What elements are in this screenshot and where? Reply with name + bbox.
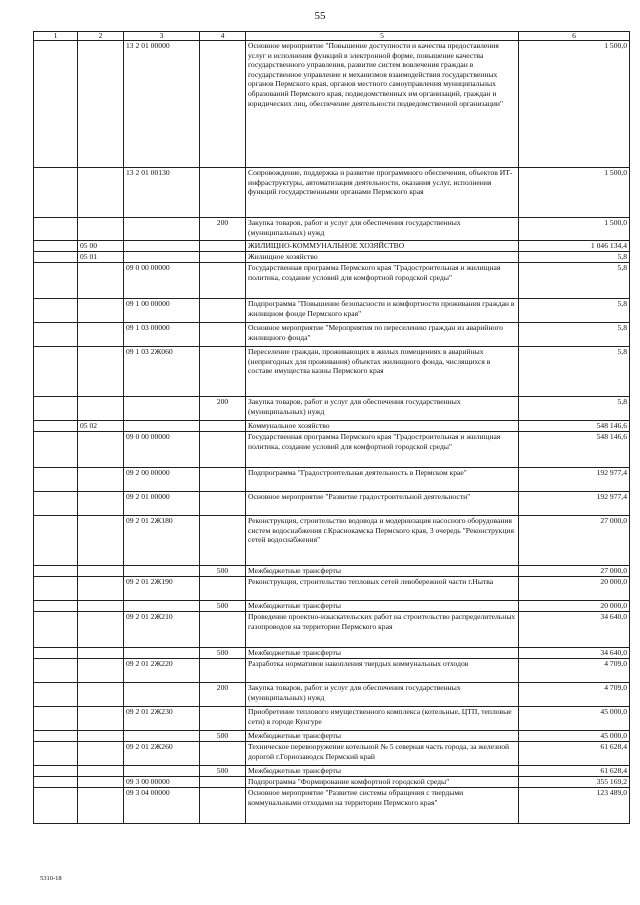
table-row	[34, 707, 630, 731]
column-header: 2	[78, 32, 124, 41]
cell-col1	[34, 683, 78, 707]
cell-target-code: 13 2 01 00000	[124, 41, 200, 168]
cell-expense-type	[200, 516, 246, 566]
cell-amount: 123 489,0	[519, 788, 630, 824]
cell-col1	[34, 397, 78, 421]
cell-amount: 4 709,0	[519, 683, 630, 707]
cell-col1	[34, 468, 78, 492]
cell-target-code: 09 1 00 00000	[124, 299, 200, 323]
cell-col1	[34, 241, 78, 252]
cell-col1	[34, 766, 78, 777]
cell-expense-type: 200	[200, 397, 246, 421]
cell-amount: 192 977,4	[519, 468, 630, 492]
cell-section-code	[78, 648, 124, 659]
cell-description: Подпрограмма "Повышение безопасности и комфортности проживания граждан в жилищном фонде Пермского края"	[246, 299, 519, 323]
cell-target-code: 09 2 00 00000	[124, 468, 200, 492]
cell-expense-type	[200, 577, 246, 601]
cell-expense-type	[200, 421, 246, 432]
cell-expense-type: 200	[200, 218, 246, 241]
cell-col1	[34, 299, 78, 323]
cell-description: Сопровождение, поддержка и развитие программного обеспечения, объектов ИТ-инфраструктуры, автоматизация деятельности, оказания услуг, исполнения функций государственными органами Пермского края	[246, 168, 519, 218]
table-row	[34, 41, 630, 168]
cell-amount: 27 000,0	[519, 516, 630, 566]
cell-target-code	[124, 601, 200, 612]
table-row	[34, 241, 630, 252]
cell-section-code	[78, 601, 124, 612]
cell-description: Межбюджетные трансферты	[246, 566, 519, 577]
table-row	[34, 432, 630, 468]
cell-description: Закупка товаров, работ и услуг для обеспечения государственных (муниципальных) нужд	[246, 683, 519, 707]
cell-col1	[34, 742, 78, 766]
cell-section-code	[78, 659, 124, 683]
cell-amount: 1 500,0	[519, 41, 630, 168]
cell-section-code	[78, 299, 124, 323]
cell-target-code: 09 3 00 00000	[124, 777, 200, 788]
cell-expense-type: 500	[200, 566, 246, 577]
cell-amount: 5,8	[519, 347, 630, 397]
cell-col1	[34, 323, 78, 347]
cell-col1	[34, 612, 78, 648]
cell-description: Техническое перевооружение котельной № 5 северная часть города, за железной дорогой г.Горнозаводск Пермский край	[246, 742, 519, 766]
table-row	[34, 421, 630, 432]
cell-description: ЖИЛИЩНО-КОММУНАЛЬНОЕ ХОЗЯЙСТВО	[246, 241, 519, 252]
cell-amount: 34 640,0	[519, 612, 630, 648]
table-row	[34, 659, 630, 683]
table-row	[34, 766, 630, 777]
cell-target-code	[124, 566, 200, 577]
cell-amount: 5,8	[519, 263, 630, 299]
table-header-row	[34, 32, 630, 41]
cell-expense-type	[200, 742, 246, 766]
cell-col1	[34, 432, 78, 468]
cell-expense-type	[200, 659, 246, 683]
cell-amount: 61 628,4	[519, 742, 630, 766]
cell-expense-type	[200, 788, 246, 824]
cell-description: Государственная программа Пермского края "Градостроительная и жилищная политика, создание условий для комфортной городской среды"	[246, 263, 519, 299]
cell-description: Коммунальное хозяйство	[246, 421, 519, 432]
table-row	[34, 397, 630, 421]
cell-description: Государственная программа Пермского края "Градостроительная и жилищная политика, создание условий для комфортной городской среды"	[246, 432, 519, 468]
cell-col1	[34, 777, 78, 788]
table-row	[34, 731, 630, 742]
cell-expense-type	[200, 241, 246, 252]
cell-expense-type: 200	[200, 683, 246, 707]
cell-expense-type: 500	[200, 601, 246, 612]
cell-target-code	[124, 218, 200, 241]
cell-section-code	[78, 683, 124, 707]
cell-col1	[34, 516, 78, 566]
cell-description: Межбюджетные трансферты	[246, 601, 519, 612]
cell-description: Основное мероприятие "Развитие системы обращения с твердыми коммунальными отходами на территории Пермского края"	[246, 788, 519, 824]
cell-col1	[34, 648, 78, 659]
cell-target-code	[124, 648, 200, 659]
cell-amount: 1 500,0	[519, 218, 630, 241]
cell-section-code	[78, 168, 124, 218]
cell-col1	[34, 601, 78, 612]
cell-col1	[34, 263, 78, 299]
cell-expense-type	[200, 777, 246, 788]
table-row	[34, 601, 630, 612]
cell-target-code	[124, 241, 200, 252]
cell-description: Разработка нормативов накопления твердых коммунальных отходов	[246, 659, 519, 683]
cell-section-code	[78, 492, 124, 516]
cell-amount: 5,8	[519, 252, 630, 263]
cell-col1	[34, 347, 78, 397]
table-row	[34, 263, 630, 299]
cell-amount: 34 640,0	[519, 648, 630, 659]
cell-target-code: 09 3 04 00000	[124, 788, 200, 824]
cell-amount: 548 146,6	[519, 432, 630, 468]
cell-description: Реконструкция, строительство тепловых сетей левобережной части г.Нытва	[246, 577, 519, 601]
cell-amount: 1 500,0	[519, 168, 630, 218]
cell-expense-type	[200, 492, 246, 516]
table-row	[34, 299, 630, 323]
cell-amount: 1 046 134,4	[519, 241, 630, 252]
cell-section-code	[78, 323, 124, 347]
cell-section-code	[78, 566, 124, 577]
cell-description: Основное мероприятие "Мероприятия по переселению граждан из аварийного жилищного фонда"	[246, 323, 519, 347]
table-row	[34, 566, 630, 577]
cell-col1	[34, 218, 78, 241]
cell-col1	[34, 421, 78, 432]
cell-amount: 27 000,0	[519, 566, 630, 577]
cell-section-code	[78, 516, 124, 566]
cell-section-code: 05 02	[78, 421, 124, 432]
table-row	[34, 577, 630, 601]
cell-expense-type: 500	[200, 731, 246, 742]
column-header: 1	[34, 32, 78, 41]
table-row	[34, 468, 630, 492]
cell-target-code: 09 0 00 00000	[124, 263, 200, 299]
cell-expense-type	[200, 323, 246, 347]
cell-section-code: 05 00	[78, 241, 124, 252]
cell-amount: 45 000,0	[519, 707, 630, 731]
table-row	[34, 323, 630, 347]
cell-expense-type: 500	[200, 766, 246, 777]
cell-section-code	[78, 777, 124, 788]
cell-target-code	[124, 731, 200, 742]
cell-description: Переселение граждан, проживающих в жилых помещениях в аварийных (непригодных для проживания) объектах жилищного фонда, числящихся в составе имущества казны Пермского края	[246, 347, 519, 397]
cell-target-code: 13 2 01 00130	[124, 168, 200, 218]
cell-col1	[34, 566, 78, 577]
cell-expense-type	[200, 612, 246, 648]
cell-amount: 5,8	[519, 323, 630, 347]
table-row	[34, 683, 630, 707]
cell-target-code: 09 0 00 00000	[124, 432, 200, 468]
table-row	[34, 648, 630, 659]
cell-col1	[34, 41, 78, 168]
table-row	[34, 347, 630, 397]
cell-section-code	[78, 41, 124, 168]
cell-target-code	[124, 252, 200, 263]
table-row	[34, 788, 630, 824]
cell-target-code: 09 2 01 2Ж210	[124, 612, 200, 648]
cell-target-code	[124, 683, 200, 707]
cell-description: Реконструкция, строительство водовода и модернизация насосного оборудования систем водоснабжения г.Краснокамска Пермского края, 3 очередь "Реконструкция сетей водоснабжения"	[246, 516, 519, 566]
cell-description: Межбюджетные трансферты	[246, 766, 519, 777]
cell-amount: 192 977,4	[519, 492, 630, 516]
table-row	[34, 777, 630, 788]
cell-amount: 61 628,4	[519, 766, 630, 777]
cell-expense-type	[200, 263, 246, 299]
cell-target-code: 09 2 01 2Ж180	[124, 516, 200, 566]
cell-section-code	[78, 218, 124, 241]
table-row	[34, 218, 630, 241]
cell-expense-type	[200, 41, 246, 168]
cell-target-code: 09 2 01 2Ж220	[124, 659, 200, 683]
table-row	[34, 612, 630, 648]
cell-expense-type	[200, 299, 246, 323]
budget-table	[33, 31, 630, 824]
cell-description: Основное мероприятие "Развитие градостроительной деятельности"	[246, 492, 519, 516]
cell-col1	[34, 492, 78, 516]
cell-amount: 45 000,0	[519, 731, 630, 742]
table-row	[34, 516, 630, 566]
cell-amount: 20 000,0	[519, 601, 630, 612]
cell-col1	[34, 252, 78, 263]
cell-col1	[34, 659, 78, 683]
cell-col1	[34, 577, 78, 601]
table-row	[34, 492, 630, 516]
cell-description: Жилищное хозяйство	[246, 252, 519, 263]
cell-description: Межбюджетные трансферты	[246, 648, 519, 659]
cell-section-code	[78, 468, 124, 492]
footer-code: 5310-18	[40, 875, 62, 882]
cell-amount: 5,8	[519, 397, 630, 421]
cell-description: Закупка товаров, работ и услуг для обеспечения государственных (муниципальных) нужд	[246, 218, 519, 241]
cell-expense-type	[200, 168, 246, 218]
table-row	[34, 168, 630, 218]
cell-target-code: 09 2 01 2Ж260	[124, 742, 200, 766]
column-header: 4	[200, 32, 246, 41]
column-header: 3	[124, 32, 200, 41]
cell-expense-type	[200, 707, 246, 731]
cell-amount: 355 169,2	[519, 777, 630, 788]
cell-section-code	[78, 612, 124, 648]
cell-target-code: 09 1 03 2Ж060	[124, 347, 200, 397]
cell-section-code	[78, 731, 124, 742]
cell-section-code	[78, 707, 124, 731]
cell-section-code	[78, 397, 124, 421]
cell-expense-type	[200, 347, 246, 397]
cell-section-code	[78, 788, 124, 824]
cell-target-code	[124, 766, 200, 777]
cell-amount: 4 709,0	[519, 659, 630, 683]
cell-description: Основное мероприятие "Повышение доступности и качества предоставления услуг и исполнения функций в электронной форме, повышение качества государственного управления, развитие систем вовлечения граждан в государственное управление и механизмов взаимодействия государственных органов Пермского края, органов местного самоуправления муниципальных образований Пермского края, подведомственных им организаций, граждан и юридических лиц, обеспечение деятельности подведомственной организации"	[246, 41, 519, 168]
cell-col1	[34, 731, 78, 742]
cell-description: Межбюджетные трансферты	[246, 731, 519, 742]
cell-target-code	[124, 397, 200, 421]
cell-col1	[34, 788, 78, 824]
cell-expense-type: 500	[200, 648, 246, 659]
cell-description: Проведение проектно-изыскательских работ на строительство распределительных газопроводов на территории Пермского края	[246, 612, 519, 648]
cell-section-code: 05 01	[78, 252, 124, 263]
cell-section-code	[78, 347, 124, 397]
cell-amount: 5,8	[519, 299, 630, 323]
cell-col1	[34, 168, 78, 218]
cell-target-code: 09 2 01 00000	[124, 492, 200, 516]
cell-description: Приобретение теплового имущественного комплекса (котельные, ЦТП, тепловые сети) в городе Кунгуре	[246, 707, 519, 731]
cell-section-code	[78, 432, 124, 468]
cell-target-code	[124, 421, 200, 432]
cell-expense-type	[200, 432, 246, 468]
cell-amount: 20 000,0	[519, 577, 630, 601]
cell-expense-type	[200, 468, 246, 492]
table-row	[34, 742, 630, 766]
cell-description: Подпрограмма "Формирование комфортной городской среды"	[246, 777, 519, 788]
cell-section-code	[78, 742, 124, 766]
table-row	[34, 252, 630, 263]
page-number: 55	[314, 10, 326, 22]
cell-section-code	[78, 577, 124, 601]
column-header: 5	[246, 32, 519, 41]
cell-target-code: 09 1 03 00000	[124, 323, 200, 347]
cell-expense-type	[200, 252, 246, 263]
cell-amount: 548 146,6	[519, 421, 630, 432]
cell-target-code: 09 2 01 2Ж230	[124, 707, 200, 731]
cell-col1	[34, 707, 78, 731]
cell-section-code	[78, 766, 124, 777]
cell-target-code: 09 2 01 2Ж190	[124, 577, 200, 601]
cell-description: Закупка товаров, работ и услуг для обеспечения государственных (муниципальных) нужд	[246, 397, 519, 421]
cell-description: Подпрограмма "Градостроительная деятельность в Пермском крае"	[246, 468, 519, 492]
column-header: 6	[519, 32, 630, 41]
cell-section-code	[78, 263, 124, 299]
